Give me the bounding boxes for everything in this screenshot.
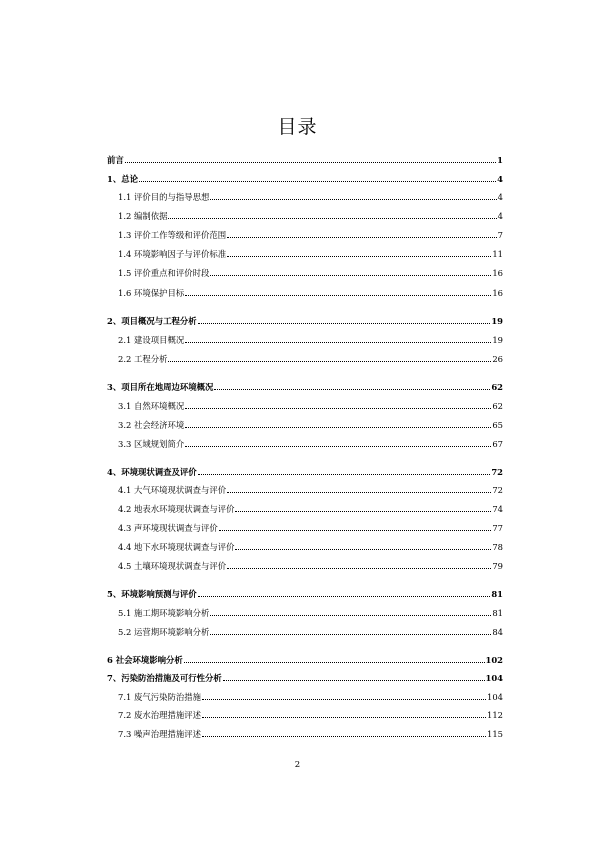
toc-section-entry[interactable] bbox=[118, 559, 503, 571]
toc-dot-leader bbox=[198, 323, 491, 324]
toc-entry-label: 4.4 地下水环境现状调查与评价 bbox=[118, 542, 235, 552]
toc-entry-page: 62 bbox=[491, 382, 503, 392]
toc-section-entry[interactable] bbox=[118, 502, 503, 514]
toc-entry-page: 65 bbox=[492, 420, 503, 430]
toc-entry-page: 104 bbox=[487, 692, 503, 702]
toc-entry-page: 115 bbox=[487, 729, 503, 739]
toc-entry-page: 78 bbox=[492, 542, 503, 552]
toc-entry-label: 7.2 废水治理措施评述 bbox=[118, 710, 201, 720]
toc-dot-leader bbox=[210, 615, 491, 616]
toc-section-entry[interactable] bbox=[118, 228, 503, 240]
toc-entry-label: 7.3 噪声治理措施评述 bbox=[118, 729, 201, 739]
toc-section-entry[interactable] bbox=[118, 708, 503, 720]
toc-section-entry[interactable] bbox=[118, 606, 503, 618]
toc-entry-label: 3.3 区域规划简介 bbox=[118, 439, 185, 449]
toc-entry-label: 4.3 声环境现状调查与评价 bbox=[118, 523, 218, 533]
toc-entry-label: 4.5 土壤环境现状调查与评价 bbox=[118, 561, 227, 571]
toc-section-entry[interactable] bbox=[118, 190, 503, 202]
toc-entry-label: 1.4 环境影响因子与评价标准 bbox=[118, 249, 227, 259]
toc-section-entry[interactable] bbox=[118, 352, 503, 364]
toc-entry-page: 19 bbox=[491, 316, 503, 326]
toc-chapter-entry[interactable] bbox=[107, 380, 503, 392]
toc-dot-leader bbox=[210, 199, 496, 200]
toc-entry-page: 11 bbox=[492, 249, 503, 259]
toc-entry-page: 4 bbox=[497, 174, 503, 184]
toc-chapter-entry[interactable] bbox=[107, 587, 503, 599]
toc-entry-page: 72 bbox=[492, 485, 503, 495]
toc-entry-label: 2、项目概况与工程分析 bbox=[107, 316, 197, 326]
toc-entry-label: 前言 bbox=[107, 155, 124, 165]
toc-chapter-entry[interactable] bbox=[107, 653, 503, 665]
toc-section-entry[interactable] bbox=[118, 247, 503, 259]
toc-section-entry[interactable] bbox=[118, 540, 503, 552]
toc-chapter-entry[interactable] bbox=[107, 172, 503, 184]
toc-dot-leader bbox=[227, 256, 491, 257]
toc-section-entry[interactable] bbox=[118, 690, 503, 702]
toc-dot-leader bbox=[202, 699, 486, 700]
toc-dot-leader bbox=[139, 181, 496, 182]
toc-entry-page: 4 bbox=[497, 192, 503, 202]
toc-dot-leader bbox=[227, 492, 491, 493]
toc-entry-label: 4、环境现状调查及评价 bbox=[107, 467, 197, 477]
toc-entry-label: 3.1 自然环境概况 bbox=[118, 401, 185, 411]
toc-dot-leader bbox=[202, 717, 486, 718]
toc-entry-label: 1.2 编制依据 bbox=[118, 211, 168, 221]
toc-entry-page: 26 bbox=[492, 354, 503, 364]
toc-entry-label: 2.2 工程分析 bbox=[118, 354, 168, 364]
toc-entry-page: 62 bbox=[492, 401, 503, 411]
toc-dot-leader bbox=[125, 162, 496, 163]
toc-section-entry[interactable] bbox=[118, 437, 503, 449]
toc-chapter-entry[interactable] bbox=[107, 671, 503, 683]
toc-entry-page: 4 bbox=[497, 211, 503, 221]
toc-section-entry[interactable] bbox=[118, 625, 503, 637]
toc-entry-label: 5、环境影响预测与评价 bbox=[107, 589, 197, 599]
toc-entry-label: 3、项目所在地周边环境概况 bbox=[107, 382, 214, 392]
toc-section-entry[interactable] bbox=[118, 727, 503, 739]
toc-entry-page: 16 bbox=[492, 268, 503, 278]
toc-entry-label: 6 社会环境影响分析 bbox=[107, 655, 183, 665]
toc-dot-leader bbox=[223, 680, 485, 681]
toc-dot-leader bbox=[185, 446, 491, 447]
toc-entry-page: 112 bbox=[487, 710, 503, 720]
toc-chapter-entry[interactable] bbox=[107, 465, 503, 477]
toc-entry-page: 72 bbox=[491, 467, 503, 477]
toc-entry-label: 5.1 施工期环境影响分析 bbox=[118, 608, 210, 618]
toc-entry-label: 1、总论 bbox=[107, 174, 138, 184]
toc-entry-label: 4.1 大气环境现状调查与评价 bbox=[118, 485, 227, 495]
toc-dot-leader bbox=[202, 736, 486, 737]
toc-entry-label: 1.1 评价目的与指导思想 bbox=[118, 192, 210, 202]
toc-dot-leader bbox=[214, 389, 490, 390]
toc-entry-page: 84 bbox=[492, 627, 503, 637]
toc-dot-leader bbox=[184, 662, 485, 663]
toc-section-entry[interactable] bbox=[118, 483, 503, 495]
toc-entry-label: 3.2 社会经济环境 bbox=[118, 420, 185, 430]
toc-chapter-entry[interactable] bbox=[107, 314, 503, 326]
page-number: 2 bbox=[294, 760, 301, 770]
toc-dot-leader bbox=[185, 295, 491, 296]
toc-dot-leader bbox=[168, 218, 496, 219]
toc-dot-leader bbox=[210, 634, 491, 635]
toc-entry-page: 7 bbox=[497, 230, 503, 240]
toc-dot-leader bbox=[227, 237, 497, 238]
toc-section-entry[interactable] bbox=[118, 521, 503, 533]
toc-entry-page: 79 bbox=[492, 561, 503, 571]
toc-entry-page: 67 bbox=[492, 439, 503, 449]
toc-entry-page: 81 bbox=[492, 608, 503, 618]
toc-entry-page: 81 bbox=[491, 589, 503, 599]
toc-dot-leader bbox=[227, 568, 491, 569]
toc-entry-page: 102 bbox=[485, 655, 503, 665]
toc-entry-label: 1.5 评价重点和评价时段 bbox=[118, 268, 210, 278]
toc-dot-leader bbox=[185, 427, 491, 428]
toc-dot-leader bbox=[168, 361, 491, 362]
toc-chapter-entry[interactable] bbox=[107, 153, 503, 165]
toc-entry-label: 2.1 建设项目概况 bbox=[118, 335, 185, 345]
toc-dot-leader bbox=[198, 596, 491, 597]
toc-entry-label: 1.3 评价工作等级和评价范围 bbox=[118, 230, 227, 240]
toc-section-entry[interactable] bbox=[118, 286, 503, 298]
toc-entry-page: 104 bbox=[485, 673, 503, 683]
toc-entry-page: 16 bbox=[492, 288, 503, 298]
toc-entry-label: 7.1 废气污染防治措施 bbox=[118, 692, 201, 702]
toc-entry-label: 1.6 环境保护目标 bbox=[118, 288, 185, 298]
toc-dot-leader bbox=[235, 549, 491, 550]
toc-section-entry[interactable] bbox=[118, 209, 503, 221]
toc-entry-page: 19 bbox=[492, 335, 503, 345]
toc-dot-leader bbox=[198, 474, 491, 475]
toc-entry-label: 4.2 地表水环境现状调查与评价 bbox=[118, 504, 235, 514]
toc-dot-leader bbox=[219, 530, 492, 531]
toc-dot-leader bbox=[185, 408, 491, 409]
toc-section-entry[interactable] bbox=[118, 333, 503, 345]
toc-dot-leader bbox=[185, 342, 491, 343]
toc-entry-page: 77 bbox=[492, 523, 503, 533]
toc-entry-page: 74 bbox=[492, 504, 503, 514]
toc-section-entry[interactable] bbox=[118, 418, 503, 430]
toc-dot-leader bbox=[235, 511, 491, 512]
toc-section-entry[interactable] bbox=[118, 266, 503, 278]
toc-entry-label: 5.2 运营期环境影响分析 bbox=[118, 627, 210, 637]
toc-entry-page: 1 bbox=[497, 155, 503, 165]
toc-title: 目录 bbox=[277, 116, 318, 138]
toc-entry-label: 7、污染防治措施及可行性分析 bbox=[107, 673, 222, 683]
toc-section-entry[interactable] bbox=[118, 399, 503, 411]
toc-dot-leader bbox=[210, 275, 491, 276]
